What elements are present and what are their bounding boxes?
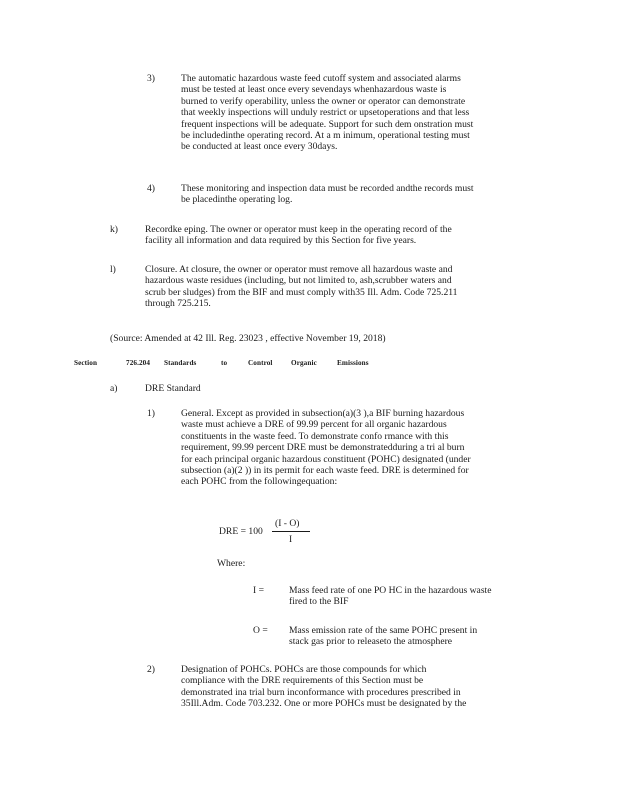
text-line: Designation of POHCs. POHCs are those compounds for which xyxy=(181,664,427,675)
text-line: be placedinthe operating log. xyxy=(181,194,293,206)
text-line: Mass emission rate of the same POHC present in xyxy=(289,625,478,636)
text-line: The automatic hazardous waste feed cutoff system and associated alarms xyxy=(181,73,461,84)
section-title-word: Standards xyxy=(164,359,197,367)
definition-term: I = xyxy=(253,585,265,596)
text-line: 35Ill.Adm. Code 703.232. One or more POHCs must be designated by the xyxy=(181,698,467,710)
definition-text xyxy=(289,585,539,608)
item-l-text xyxy=(145,264,535,310)
text-line: facility all information and data required by this Section for five years. xyxy=(145,235,417,247)
text-line: that weekly inspections will unduly restrict or upsetoperations and that less xyxy=(181,107,470,119)
text-line: hazardous waste residues (including, but not limited to, ash,scrubber waters and xyxy=(145,275,452,287)
text-line: General. Except as provided in subsection(a)(3 ),a BIF burning hazardous xyxy=(181,408,465,419)
item-k-text xyxy=(145,224,535,247)
text-line: Mass feed rate of one PO HC in the hazardous waste xyxy=(289,585,492,596)
item-l-label: l) xyxy=(110,264,116,275)
text-line: constituents in the waste feed. To demonstrate confo rmance with this xyxy=(181,430,449,442)
equation-denominator: I xyxy=(289,534,293,545)
text-line: subsection (a)(2 )) in its permit for each waste feed. DRE is determined for xyxy=(181,465,469,477)
text-line: each POHC from the followingequation: xyxy=(181,476,338,488)
text-line: These monitoring and inspection data must be recorded andthe records must xyxy=(181,183,474,194)
item-4-label: 4) xyxy=(147,183,155,194)
section-title-word: Emissions xyxy=(337,359,369,367)
fraction-bar xyxy=(272,531,310,532)
source-note: (Source: Amended at 42 Ill. Reg. 23023 , effective November 19, 2018) xyxy=(110,333,386,344)
text-line: through 725.215. xyxy=(145,298,211,310)
section-word: Section xyxy=(74,359,98,367)
text-line: demonstrated ina trial burn inconformance with procedures prescribed in xyxy=(181,686,461,698)
definition-text xyxy=(289,625,539,648)
text-line: Closure. At closure, the owner or operator must remove all hazardous waste and xyxy=(145,264,453,275)
text-line: frequent inspections will be adequate. Support for such dem onstration must xyxy=(181,118,474,130)
text-line: fired to the BIF xyxy=(289,596,349,608)
text-line: for each principal organic hazardous constituent (POHC) designated (under xyxy=(181,453,471,465)
where-label: Where: xyxy=(217,558,246,569)
text-line: waste must achieve a DRE of 99.99 percent for all organic hazardous xyxy=(181,419,447,431)
equation-numerator: (I - O) xyxy=(275,518,300,529)
section-heading xyxy=(74,359,369,367)
item-a-title: DRE Standard xyxy=(145,383,201,394)
item-4-text xyxy=(181,183,541,206)
text-line: scrub ber sludges) from the BIF and must comply with35 Ill. Adm. Code 725.211 xyxy=(145,286,458,298)
equation-lhs: DRE = 100 xyxy=(219,526,263,537)
text-line: must be tested at least once every sevendays whenhazardous waste is xyxy=(181,84,447,96)
text-line: burned to verify operability, unless the owner or operator can demonstrate xyxy=(181,95,466,107)
item-a2-label: 2) xyxy=(147,664,155,675)
section-title-word: Control xyxy=(248,359,273,367)
section-title-word: Organic xyxy=(291,359,317,367)
text-line: compliance with the DRE requirements of this Section must be xyxy=(181,675,424,687)
text-line: be includedinthe operating record. At a m inimum, operational testing must xyxy=(181,130,470,142)
item-a-label: a) xyxy=(110,383,118,394)
text-line: Recordke eping. The owner or operator must keep in the operating record of the xyxy=(145,224,452,235)
item-3-label: 3) xyxy=(147,73,155,84)
item-a1-text xyxy=(181,408,541,488)
text-line: stack gas prior to releaseto the atmosphere xyxy=(289,636,453,648)
text-line: be conducted at least once every 30days. xyxy=(181,141,338,153)
item-k-label: k) xyxy=(110,224,118,235)
item-a2-text xyxy=(181,664,543,710)
item-a1-label: 1) xyxy=(147,408,155,419)
section-title-word: to xyxy=(221,359,228,367)
section-number: 726.204 xyxy=(126,359,151,367)
item-3-text xyxy=(181,73,541,153)
definition-term: O = xyxy=(253,625,268,636)
text-line: requirement, 99.99 percent DRE must be demonstratedduring a tri al burn xyxy=(181,442,465,454)
